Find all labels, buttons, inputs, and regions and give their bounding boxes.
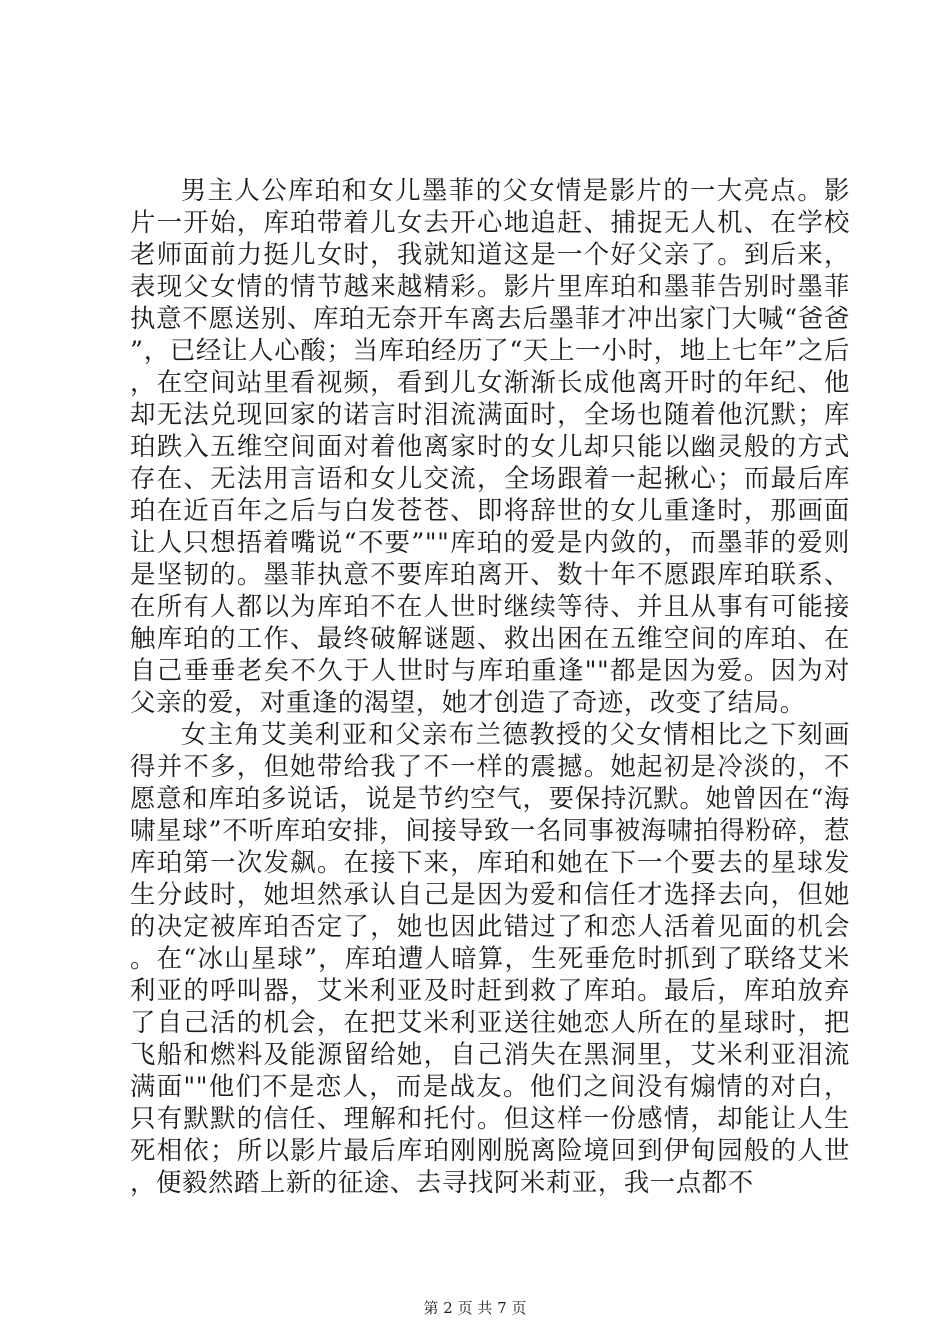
- paragraph-1: 男主人公库珀和女儿墨菲的父女情是影片的一大亮点。影片一开始，库珀带着儿女去开心地追赶、捕捉无人机、在学校老师面前力挺儿女时，我就知道这是一个好父亲了。到后来，表现父女情的情节越来越精彩。影片里库珀和墨菲告别时墨菲执意不愿送别、库珀无奈开车离去后墨菲才冲出家门大喊“爸爸”，已经让人心酸；当库珀经历了“天上一小时，地上七年”之后，在空间站里看视频，看到儿女渐渐长成他离开时的年纪、他却无法兑现回家的诺言时泪流满面时，全场也随着他沉默；库珀跌入五维空间面对着他离家时的女儿却只能以幽灵般的方式存在、无法用言语和女儿交流，全场跟着一起揪心；而最后库珀在近百年之后与白发苍苍、即将辞世的女儿重逢时，那画面让人只想捂着嘴说“不要”""库珀的爱是内敛的，而墨菲的爱则是坚韧的。墨菲执意不要库珀离开、数十年不愿跟库珀联系、在所有人都以为库珀不在人世时继续等待、并且从事有可能接触库珀的工作、最终破解谜题、救出困在五维空间的库珀、在自己垂垂老矣不久于人世时与库珀重逢""都是因为爱。因为对父亲的爱，对重逢的渴望，她才创造了奇迹，改变了结局。: [130, 175, 850, 717]
- page-footer: 第 2 页 共 7 页: [423, 1299, 527, 1317]
- body-text: [130, 174, 850, 1198]
- paragraph-2: 女主角艾美利亚和父亲布兰德教授的父女情相比之下刻画得并不多，但她带给我了不一样的震撼。她起初是冷淡的，不愿意和库珀多说话，说是节约空气，要保持沉默。她曾因在“海啸星球”不听库珀安排，间接导致一名同事被海啸拍得粉碎，惹库珀第一次发飙。在接下来，库珀和她在下一个要去的星球发生分歧时，她坦然承认自己是因为爱和信任才选择去向，但她的决定被库珀否定了，她也因此错过了和恋人活着见面的机会。在“冰山星球”，库珀遭人暗算，生死垂危时抓到了联络艾米利亚的呼叫器，艾米利亚及时赶到救了库珀。最后，库珀放弃了自己活的机会，在把艾米利亚送往她恋人所在的星球时，把飞船和燃料及能源留给她，自己消失在黑洞里，艾米利亚泪流满面""他们不是恋人，而是战友。他们之间没有煽情的对白，只有默默的信任、理解和托付。但这样一份感情，却能让人生死相依；所以影片最后库珀刚刚脱离险境回到伊甸园般的人世，便毅然踏上新的征途、去寻找阿米莉亚，我一点都不: [130, 719, 850, 1197]
